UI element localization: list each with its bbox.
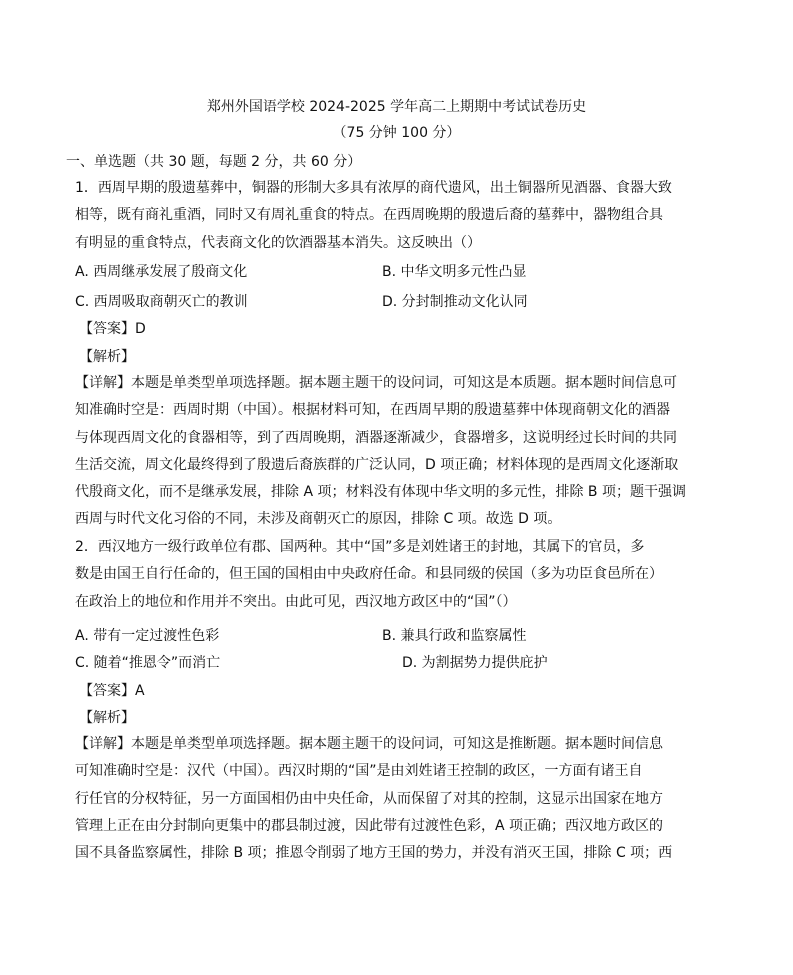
question-1-stem — [75, 175, 725, 257]
question-2-detail-line: 国不具备监察属性，排除 B 项；推恩令削弱了地方王国的势力，并没有消灭王国，排除 C 项；西 — [75, 845, 673, 862]
question-2-line: 数是由国王自行任命的，但王国的国相由中央政府任命。和县同级的侯国（多为功臣食邑所在） — [75, 566, 663, 583]
question-2-detail — [75, 731, 725, 867]
question-2-detail-line: 行任官的分权特征，另一方面国相仍由中央任命，从而保留了对其的控制，这显示出国家在地方 — [75, 790, 663, 807]
question-2-detail-line: 可知准确时空是：汉代（中国）。西汉时期的“国”是由刘姓诸王控制的政区，一方面有诸王自 — [75, 763, 643, 780]
question-2-line: 在政治上的地位和作用并不突出。由此可见，西汉地方政区中的“国”（） — [75, 593, 517, 610]
question-1-detail-line: 代殷商文化，而不是继承发展，排除 A 项；材料没有体现中华文明的多元性，排除 B 项；题干强调 — [75, 484, 686, 501]
question-1-detail-line: 知准确时空是：西周时期（中国）。根据材料可知，在西周早期的殷遗墓葬中体现商朝文化的酒器 — [75, 402, 670, 419]
question-2-stem — [75, 534, 725, 616]
question-2-option-b: B. 兼具行政和监察属性 — [382, 628, 527, 644]
question-1-detail-line: 与体现西周文化的食器相等，到了西周晚期，酒器逐渐减少，食器增多，这说明经过长时间的共同 — [75, 429, 677, 446]
question-1-line: 有明显的重食特点，代表商文化的饮酒器基本消失。这反映出（） — [75, 234, 481, 251]
question-1-detail-line: 生活交流，周文化最终得到了殷遗后裔族群的广泛认同，D 项正确；材料体现的是西周文化逐渐取 — [75, 456, 679, 473]
question-2-detail-line: 【详解】本题是单类型单项选择题。据本题主题干的设问词，可知这是推断题。据本题时间信息 — [75, 736, 663, 752]
question-1-option-c: C. 西周吸取商朝灭亡的教训 — [75, 294, 248, 310]
question-2-option-d: D. 为割据势力提供庇护 — [402, 655, 548, 671]
question-1-detail-line: 西周与时代文化习俗的不同，未涉及商朝灭亡的原因，排除 C 项。故选 D 项。 — [75, 511, 562, 528]
document-subtitle: （75 分钟 100 分） — [332, 125, 461, 141]
question-1-line: 相等，既有商礼重酒，同时又有周礼重食的特点。在西周晚期的殷遗后裔的墓葬中，器物组合具 — [75, 207, 663, 224]
question-1-analysis-label: 【解析】 — [79, 349, 135, 365]
question-2-option-c: C. 随着“推恩令”而消亡 — [75, 655, 221, 671]
section-heading: 一、单选题（共 30 题，每题 2 分，共 60 分） — [66, 154, 362, 170]
question-1-detail-line: 【详解】本题是单类型单项选择题。据本题主题干的设问词，可知这是本质题。据本题时间信息可 — [75, 375, 677, 391]
question-1-option-a: A. 西周继承发展了殷商文化 — [75, 264, 248, 280]
question-2-answer: 【答案】A — [79, 683, 145, 699]
question-1-detail — [75, 370, 725, 534]
question-1-option-d: D. 分封制推动文化认同 — [382, 294, 528, 310]
question-2-analysis-label: 【解析】 — [79, 710, 135, 726]
question-2-option-a: A. 带有一定过渡性色彩 — [75, 628, 220, 644]
question-1-option-b: B. 中华文明多元性凸显 — [382, 264, 527, 280]
question-1-line: 1．西周早期的殷遗墓葬中，铜器的形制大多具有浓厚的商代遗风，出土铜器所见酒器、食器大致 — [75, 180, 672, 196]
question-1-answer: 【答案】D — [79, 321, 146, 337]
question-2-detail-line: 管理上正在由分封制向更集中的郡县制过渡，因此带有过渡性色彩，A 项正确；西汉地方政区的 — [75, 817, 664, 834]
document-title: 郑州外国语学校 2024-2025 学年高二上期期中考试试卷历史 — [206, 99, 587, 115]
question-2-line: 2．西汉地方一级行政单位有郡、国两种。其中“国”多是刘姓诸王的封地，其属下的官员，多 — [75, 539, 645, 555]
